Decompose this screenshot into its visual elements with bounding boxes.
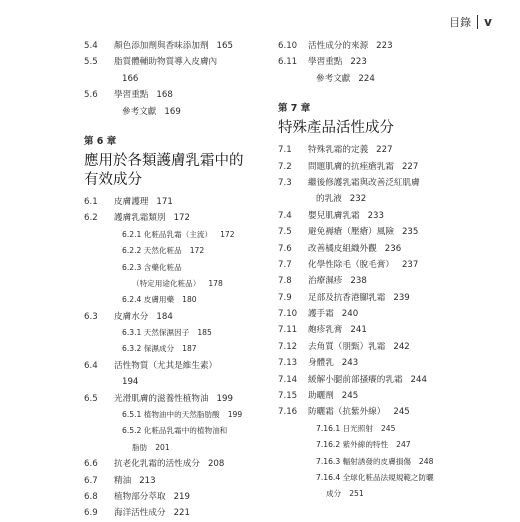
- toc-subentry: [278, 454, 478, 470]
- toc-number: 7.4: [278, 210, 292, 221]
- toc-entry: [278, 322, 478, 338]
- toc-entry: [278, 372, 478, 388]
- toc-page-number: 172: [173, 213, 190, 224]
- toc-entry: [278, 208, 478, 224]
- toc-page-number: 224: [358, 73, 375, 84]
- page-number: v: [484, 15, 492, 29]
- toc-title: 194: [122, 377, 139, 388]
- toc-title: 脂質體輔助物質導入皮膚內: [114, 57, 218, 68]
- toc-entry: [278, 175, 478, 191]
- toc-number: 6.6: [84, 459, 98, 470]
- toc-title: 學習重點 168: [114, 90, 173, 101]
- toc-number: 6.2: [84, 213, 98, 224]
- toc-page-number: 169: [164, 106, 181, 117]
- toc-title: 6.5.1 植物油中的天然脂肪酸 199: [122, 410, 243, 420]
- toc-subentry: [84, 407, 274, 423]
- toc-entry: [84, 489, 274, 505]
- toc-page-number: 180: [182, 295, 197, 305]
- toc-title: 6.2.4 皮膚用藥 180: [122, 295, 197, 305]
- toc-title: 助曬劑 245: [308, 391, 359, 402]
- toc-subentry-continuation: [84, 276, 274, 292]
- toc-title: 6.2.2 天然化粧品 172: [122, 246, 205, 256]
- toc-entry: [278, 355, 478, 371]
- toc-entry: [84, 194, 274, 210]
- spacer: [84, 120, 274, 128]
- toc-title: 6.3.1 天然保濕因子 185: [122, 328, 212, 338]
- toc-subentry: [84, 325, 274, 341]
- toc-entry-continuation: [84, 104, 274, 120]
- toc-title: （特定用途化粧品） 178: [132, 278, 223, 288]
- toc-page-number: 243: [341, 358, 359, 369]
- toc-number: 6.9: [84, 508, 98, 519]
- toc-entry-continuation: [84, 71, 274, 87]
- toc-page-number: 223: [350, 57, 367, 68]
- toc-subentry: [84, 227, 274, 243]
- toc-page-number: 248: [418, 456, 434, 466]
- toc-title: 繼後修護乳霜與改善泛紅肌膚: [308, 177, 420, 188]
- toc-number: 6.8: [84, 491, 98, 502]
- toc-number: 7.16: [278, 407, 298, 418]
- toc-title: 皰疹乳膏 241: [308, 325, 367, 336]
- toc-subentry: [84, 260, 274, 276]
- toc-title: 顏色添加劑與香味添加劑 165: [114, 41, 233, 51]
- header-title: 目錄: [449, 16, 472, 29]
- toc-subentry: [84, 423, 274, 439]
- toc-number: 6.4: [84, 360, 98, 371]
- toc-page-number: 221: [173, 508, 190, 519]
- toc-title: 活性成分的來源 223: [308, 41, 393, 51]
- toc-page-number: 178: [208, 278, 223, 288]
- toc-entry: [84, 309, 274, 325]
- toc-page-number: 172: [220, 229, 235, 239]
- toc-entry: [84, 54, 274, 70]
- toc-entry: [278, 273, 478, 289]
- toc-title: 治療濕疹 238: [308, 276, 367, 287]
- toc-entry: [278, 306, 478, 322]
- toc-subentry: [278, 421, 478, 437]
- toc-page-number: 237: [401, 259, 419, 270]
- toc-entry: [278, 257, 478, 273]
- toc-entry: [84, 456, 274, 472]
- toc-page-number: 165: [216, 41, 233, 51]
- toc-title: 緩解小腿前部搔癢的乳霜 244: [308, 374, 427, 385]
- toc-title: 光滑肌膚的滋養性植物油 199: [114, 393, 233, 404]
- toc-number: 6.3: [84, 311, 98, 322]
- toc-entry: [84, 38, 274, 54]
- toc-entry: [84, 505, 274, 521]
- toc-title: 皮膚護理 171: [114, 196, 173, 207]
- toc-title: 足部及抗香港腳乳霜 239: [308, 292, 410, 303]
- toc-page-number: 213: [139, 475, 156, 486]
- toc-title: 避免褥瘡（壓瘡）風險 235: [308, 227, 419, 238]
- toc-entry: [278, 290, 478, 306]
- toc-title: 護膚乳霜類別 172: [114, 213, 190, 224]
- toc-subentry: [84, 292, 274, 308]
- toc-number: 6.7: [84, 475, 98, 486]
- toc-entry: [278, 159, 478, 175]
- toc-entry: [278, 54, 478, 70]
- toc-page-number: 238: [350, 276, 367, 287]
- chapter-title: 應用於各類護膚乳霜中的 有效成分: [84, 152, 244, 188]
- toc-number: 7.9: [278, 292, 292, 303]
- toc-page-number: 245: [380, 423, 396, 433]
- toc-entry: [84, 87, 274, 103]
- toc-number: 7.11: [278, 325, 298, 336]
- toc-title: 參考文獻 169: [122, 106, 181, 117]
- toc-page-number: 227: [401, 161, 419, 172]
- chapter-title: 特殊產品活性成分: [278, 120, 394, 137]
- toc-title: 學習重點 223: [308, 57, 367, 68]
- toc-entry-continuation: [84, 374, 274, 390]
- toc-number: 7.10: [278, 309, 298, 320]
- toc-page-number: 227: [376, 145, 393, 156]
- toc-entry: [278, 142, 478, 158]
- chapter-label: 第 6 章: [84, 135, 117, 147]
- toc-subentry: [278, 437, 478, 453]
- toc-entry: [84, 358, 274, 374]
- toc-number: 7.3: [278, 177, 292, 188]
- toc-number: 5.4: [84, 41, 98, 51]
- spacer: [278, 87, 478, 95]
- toc-page-number: 223: [376, 41, 393, 51]
- toc-page-number: 241: [350, 325, 367, 336]
- toc-title: 化學性除毛（脫毛膏） 237: [308, 259, 419, 270]
- toc-number: 7.12: [278, 341, 298, 352]
- toc-entry: [278, 241, 478, 257]
- toc-page-number: 242: [393, 341, 410, 352]
- toc-title: 7.16.3 輻射誘發的皮膚損傷 248: [316, 456, 434, 466]
- toc-page-number: 201: [155, 442, 170, 452]
- toc-entry: [84, 473, 274, 489]
- toc-entry: [278, 339, 478, 355]
- toc-title: 的乳液 232: [316, 194, 367, 205]
- toc-title: 植物部分萃取 219: [114, 491, 190, 502]
- toc-title: 皮膚水分 184: [114, 311, 173, 322]
- toc-title: 7.16.4 全球化粧品法規規範之防曬: [316, 472, 434, 482]
- toc-page-number: 199: [216, 393, 233, 404]
- toc-title: 活性物質（尤其是維生素）: [114, 360, 218, 371]
- toc-entry: [278, 388, 478, 404]
- toc-number: 7.15: [278, 391, 298, 402]
- toc-page-number: 247: [396, 440, 411, 450]
- toc-entry: [278, 38, 478, 54]
- page-header: [449, 14, 492, 30]
- toc-number: 6.5: [84, 393, 98, 404]
- toc-entry: [278, 404, 478, 420]
- toc-page-number: 240: [341, 309, 359, 320]
- toc-title: 6.2.3 含藥化粧品: [122, 262, 182, 272]
- toc-entry: [278, 224, 478, 240]
- toc-number: 6.1: [84, 196, 98, 207]
- toc-title: 成分 251: [326, 489, 364, 499]
- toc-subentry-continuation: [84, 440, 274, 456]
- header-divider: [477, 15, 478, 29]
- toc-subentry: [84, 243, 274, 259]
- toc-title: 7.16.2 紫外線的特性 247: [316, 440, 411, 450]
- toc-number: 7.5: [278, 227, 292, 238]
- toc-number: 7.7: [278, 259, 292, 270]
- toc-title: 脂肪 201: [132, 442, 170, 452]
- toc-number: 6.11: [278, 57, 298, 68]
- toc-title: 去角質（朋甄）乳霜 242: [308, 341, 410, 352]
- toc-number: 7.8: [278, 276, 292, 287]
- toc-entry: [84, 210, 274, 226]
- toc-number: 6.10: [278, 41, 298, 51]
- toc-page-number: 172: [189, 246, 205, 256]
- toc-page-number: 235: [401, 227, 419, 238]
- toc-left-column: [84, 38, 274, 522]
- toc-number: 5.6: [84, 90, 98, 101]
- toc-number: 7.14: [278, 374, 298, 385]
- toc-entry: [84, 391, 274, 407]
- toc-number: 7.1: [278, 145, 292, 156]
- toc-number: 5.5: [84, 57, 98, 68]
- toc-page-number: 239: [393, 292, 410, 303]
- toc-number: 7.13: [278, 358, 298, 369]
- toc-title: 特殊乳霜的定義 227: [308, 145, 393, 156]
- toc-right-column: [278, 38, 478, 503]
- toc-title: 參考文獻 224: [316, 73, 375, 84]
- toc-page-number: 244: [410, 374, 427, 385]
- toc-subentry: [278, 470, 478, 486]
- toc-subentry: [84, 341, 274, 357]
- toc-title: 護手霜 240: [308, 309, 359, 320]
- toc-page-number: 208: [207, 459, 225, 470]
- toc-title: 身體乳 243: [308, 358, 359, 369]
- toc-title: 改善橘皮組織外觀 236: [308, 243, 402, 254]
- toc-title: 海洋活性成分 221: [114, 508, 190, 519]
- toc-title: 防曬霜（抗紫外線） 245: [308, 407, 410, 418]
- toc-page-number: 187: [182, 344, 197, 354]
- toc-page-number: 171: [156, 196, 173, 207]
- toc-page-number: 233: [367, 210, 384, 221]
- toc-page-number: 232: [349, 194, 367, 205]
- toc-page-number: 185: [197, 328, 212, 338]
- toc-number: 7.2: [278, 161, 292, 172]
- toc-title: 問題肌膚的抗痤瘡乳霜 227: [308, 161, 419, 172]
- toc-title: 嬰兒肌膚乳霜 233: [308, 210, 384, 221]
- toc-page-number: 219: [173, 491, 190, 502]
- toc-title: 6.5.2 化粧品乳霜中的植物油和: [122, 426, 228, 436]
- toc-entry-continuation: [278, 191, 478, 207]
- toc-subentry-continuation: [278, 486, 478, 502]
- toc-title: 7.16.1 日光照射 245: [316, 423, 396, 433]
- toc-page-number: 184: [156, 311, 173, 322]
- toc-page-number: 251: [349, 489, 364, 499]
- toc-page-number: 199: [227, 410, 243, 420]
- toc-entry-continuation: [278, 71, 478, 87]
- toc-title: 6.3.2 保濕成分 187: [122, 344, 197, 354]
- toc-number: 7.6: [278, 243, 292, 254]
- toc-page-number: 168: [156, 90, 173, 101]
- chapter-label: 第 7 章: [278, 103, 311, 115]
- toc-title: 6.2.1 化粧品乳霜（主流） 172: [122, 229, 235, 239]
- toc-title: 166: [122, 73, 139, 84]
- toc-title: 抗老化乳霜的活性成分 208: [114, 459, 225, 470]
- toc-page-number: 245: [393, 407, 410, 418]
- toc-page-number: 245: [341, 391, 359, 402]
- toc-title: 精油 213: [114, 475, 156, 486]
- toc-page-number: 236: [384, 243, 402, 254]
